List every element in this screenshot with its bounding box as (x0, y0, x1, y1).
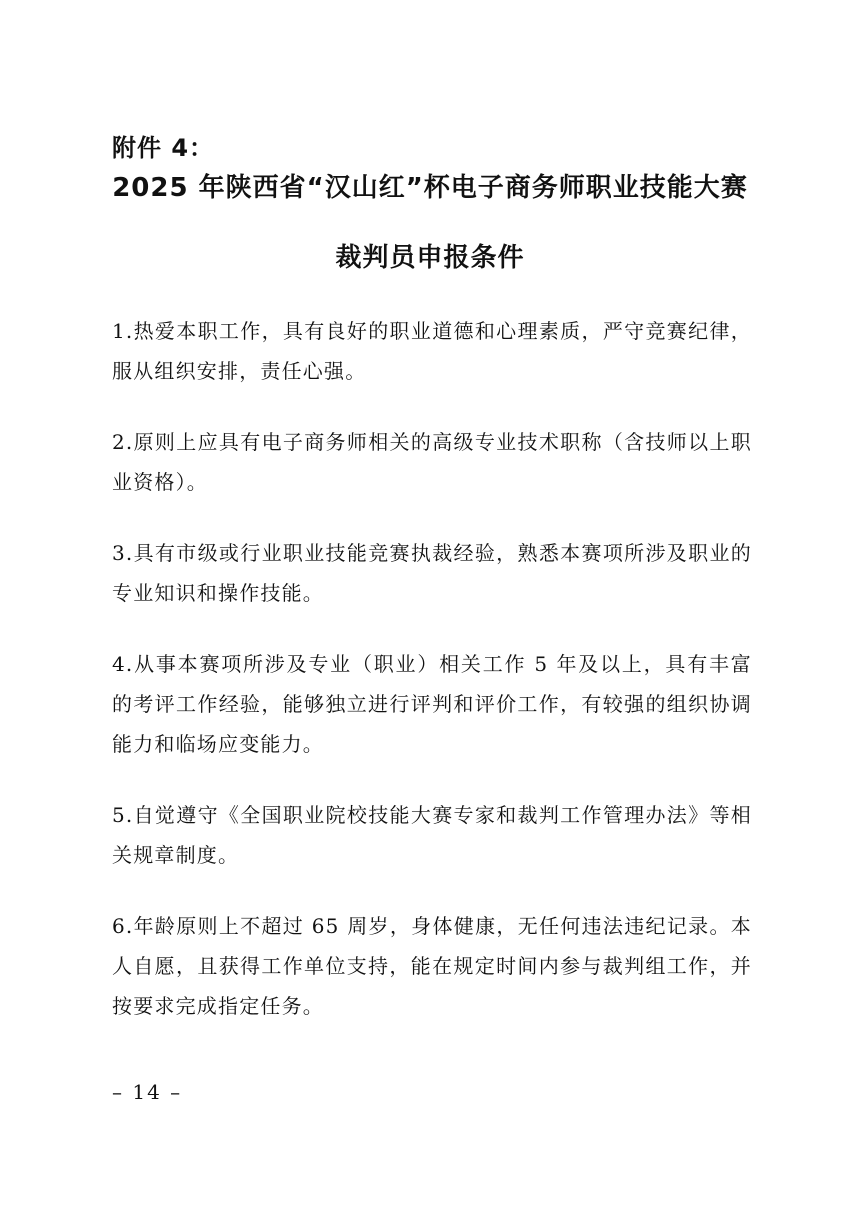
requirement-paragraph-1: 1.热爱本职工作，具有良好的职业道德和心理素质，严守竞赛纪律，服从组织安排，责任心强。 (112, 319, 752, 383)
requirement-paragraph-4: 4.从事本赛项所涉及专业（职业）相关工作 5 年及以上，具有丰富的考评工作经验，能够独立进行评判和评价工作，有较强的组织协调能力和临场应变能力。 (112, 652, 752, 756)
requirement-paragraph-6: 6.年龄原则上不超过 65 周岁，身体健康，无任何违法违纪记录。本人自愿，且获得工作单位支持，能在规定时间内参与裁判组工作，并按要求完成指定任务。 (112, 914, 752, 1018)
requirement-paragraph-3: 3.具有市级或行业职业技能竞赛执裁经验，熟悉本赛项所涉及职业的专业知识和操作技能。 (112, 541, 752, 605)
document-title-line-2: 裁判员申报条件 (335, 243, 525, 273)
attachment-label: 附件 4： (112, 134, 215, 162)
requirement-paragraph-2: 2.原则上应具有电子商务师相关的高级专业技术职称（含技师以上职业资格）。 (112, 430, 752, 494)
page-number: – 14 – (112, 1080, 183, 1104)
requirement-paragraph-5: 5.自觉遵守《全国职业院校技能大赛专家和裁判工作管理办法》等相关规章制度。 (112, 803, 752, 867)
document-title-line-1: 2025 年陕西省“汉山红”杯电子商务师职业技能大赛 (112, 173, 748, 203)
